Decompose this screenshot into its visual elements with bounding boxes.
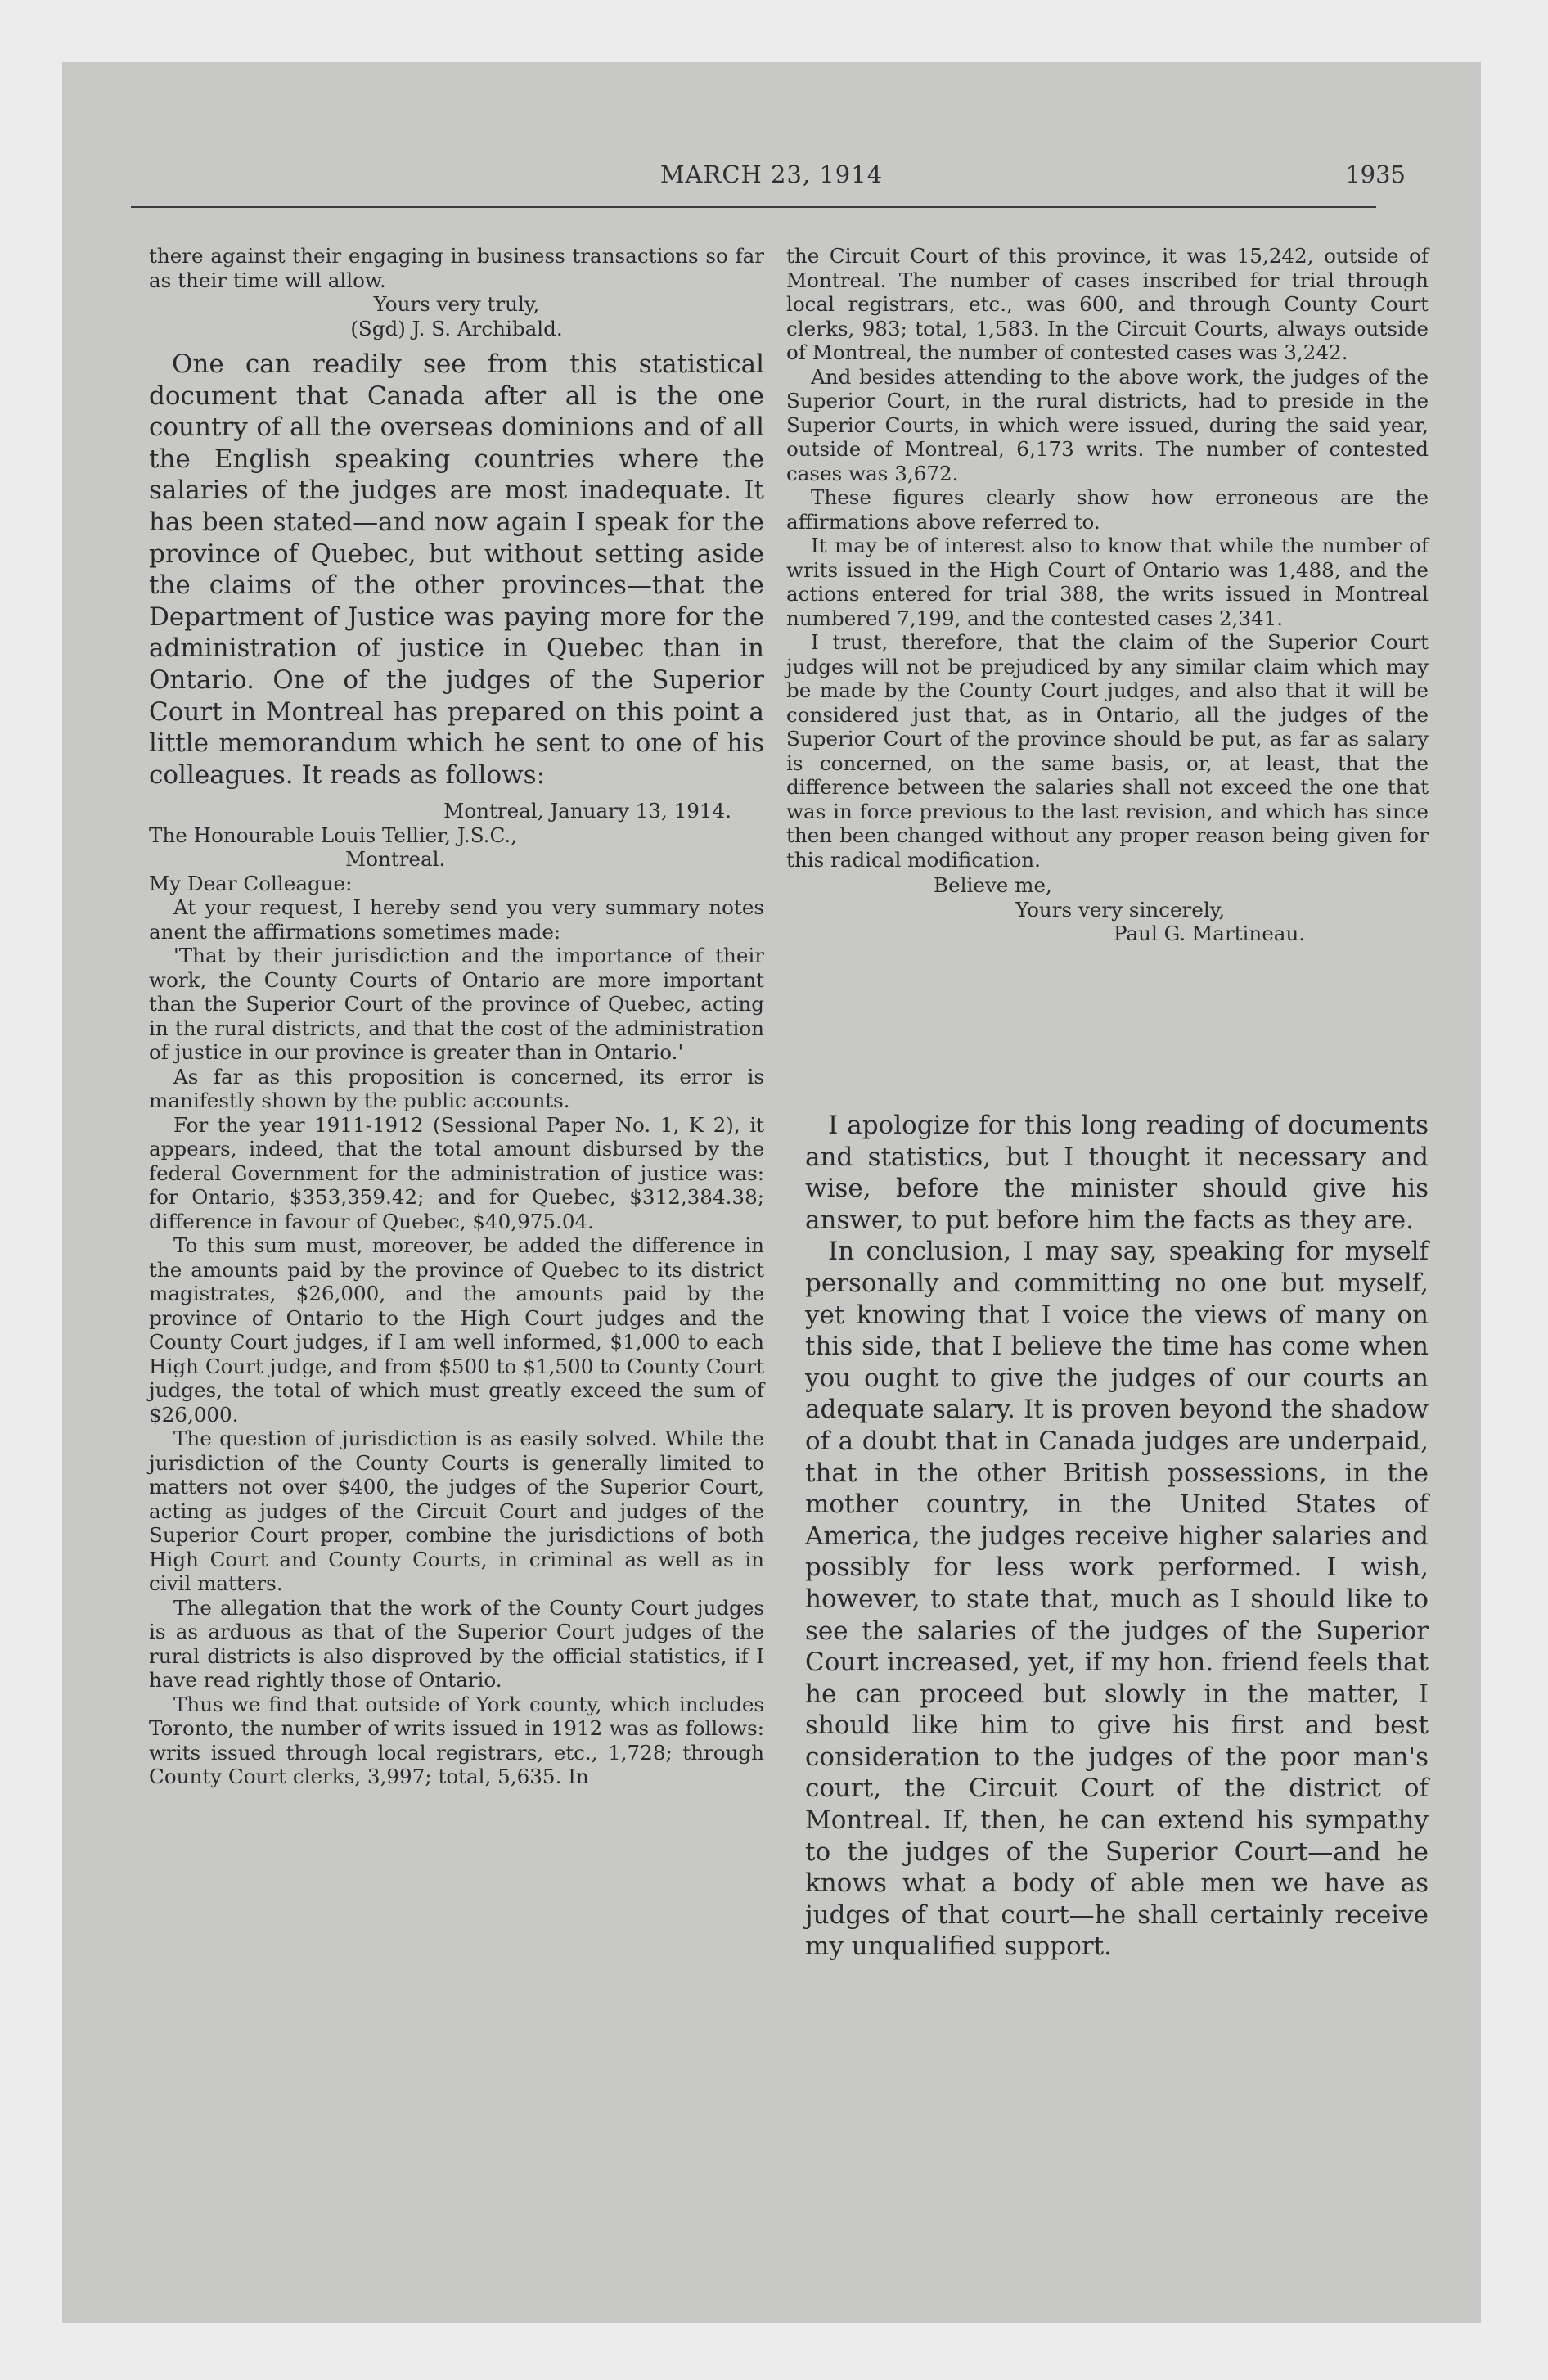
letter-closing: Yours very truly, (373, 292, 540, 316)
left-paragraph: 'That by their jurisdiction and the importance of their work, the County Courts of Ontario are more important than the Superior Court of the province of Quebec, acting in the rural districts, and that the cost of the administration of justice in our province is greater than in Ontario.' (149, 944, 764, 1065)
right-paragraph: the Circuit Court of this province, it was 15,242, outside of Montreal. The number of cases inscribed for trial through local registrars, etc., was 600, and through County Court clerks, 983; total, 1,583. In the Circuit Courts, always outside of Montreal, the number of contested cases was 3,242. (786, 244, 1429, 364)
left-paragraph: The question of jurisdiction is as easily solved. While the jurisdiction of the County Courts is generally limited to matters not over $400, the judges of the Superior Court, acting as judges of the Circuit Court and judges of the Superior Court proper, combine the jurisdictions of both High Court and County Courts, in criminal as well as in civil matters. (149, 1427, 764, 1596)
letter-signature: (Sgd) J. S. Archibald. (350, 316, 563, 340)
page (62, 62, 1481, 2323)
speech-paragraph: In conclusion, I may say, speaking for myself personally and committing no one but myself, yet knowing that I voice the views of many on this side, that I believe the time has come when you ought to give the judges of our courts an adequate salary. It is proven beyond the shadow of a doubt that in Canada judges are underpaid, that in the other British possessions, in the mother country, in the United States of America, the judges receive higher salaries and possibly for less work performed. I wish, however, to state that, much as I should like to see the salaries of the judges of the Superior Court increased, yet, if my hon. friend feels that he can proceed but slowly in the matter, I should like him to give his first and best consideration to the judges of the poor man's court, the Circuit Court of the district of Montreal. If, then, he can extend his sympathy to the judges of the Superior Court—and he knows what a body of able men we have as judges of that court—he shall certainly receive my unqualified support. (805, 1237, 1429, 1962)
page-number: 1935 (1345, 160, 1406, 188)
header-date: MARCH 23, 1914 (659, 160, 884, 188)
right-paragraph: It may be of interest also to know that while the number of writs issued in the High Court of Ontario was 1,488, and the actions entered for trial 388, the writs issued in Montreal numbered 7,199, and the contested cases 2,341. (786, 534, 1429, 630)
letter-salutation: My Dear Colleague: (149, 871, 353, 895)
right-column (786, 244, 1429, 946)
left-paragraph: As far as this proposition is concerned, its error is manifestly shown by the public accounts. (149, 1064, 764, 1113)
left-paragraph: The allegation that the work of the County Court judges is as arduous as that of the Superior Court judges of the rural districts is also disproved by the official statistics, if I have read rightly those of Ontario. (149, 1595, 764, 1693)
left-paragraph: Thus we find that outside of York county, which includes Toronto, the number of writs issued in 1912 was as follows: writs issued through local registrars, etc., 1,728; through County Court clerks, 3,997; total, 5,635. In (149, 1692, 764, 1789)
closing-believe: Believe me, (934, 873, 1052, 897)
left-paragraph: For the year 1911-1912 (Sessional Paper No. 1, K 2), it appears, indeed, that the total amount disbursed by the federal Government for the administration of justice was: for Ontario, $353,359.42; and for Quebec, $312,384.38; difference in favour of Quebec, $40,975.04. (149, 1112, 764, 1233)
closing-signature: Paul G. Martineau. (1114, 922, 1306, 945)
header-rule (131, 206, 1376, 208)
right-paragraph: I trust, therefore, that the claim of the Superior Court judges will not be prejudiced by any similar claim which may be made by the County Court judges, and also that it will be considered just that, as in Ontario, all the judges of the Superior Court of the province should be put, as far as salary is concerned, on the same basis, or, at least, that the difference between the salaries shall not exceed the one that was in force previous to the last revision, and which has since then been changed without any proper reason being given for this radical modification. (786, 630, 1429, 872)
speech-paragraph: I apologize for this long reading of documents and statistics, but I thought it necessary and wise, before the minister should give his answer, to put before him the facts as they are. (805, 1111, 1429, 1235)
right-speech (805, 1110, 1429, 1963)
left-paragraph: At your request, I hereby send you very summary notes anent the affirmations sometimes made: (149, 895, 764, 944)
left-paragraph: there against their engaging in business transactions so far as their time will allow. (149, 244, 764, 292)
letter-date: Montreal, January 13, 1914. (443, 799, 731, 823)
right-paragraph: These figures clearly show how erroneous are the affirmations above referred to. (786, 485, 1429, 534)
page-header (62, 160, 1481, 201)
left-column (149, 244, 764, 1789)
left-paragraph: To this sum must, moreover, be added the difference in the amounts paid by the province of Quebec to its district magistrates, $26,000, and the amounts paid by the province of Ontario to the High Court judges and the County Court judges, if I am well informed, $1,000 to each High Court judge, and from $500 to $1,500 to County Court judges, the total of which must greatly exceed the sum of $26,000. (149, 1233, 764, 1427)
closing-yours: Yours very sincerely, (1015, 897, 1226, 922)
right-paragraph: And besides attending to the above work, the judges of the Superior Court, in the rural districts, had to preside in the Superior Courts, in which were issued, during the said year, outside of Montreal, 6,173 writs. The number of contested cases was 3,672. (786, 364, 1429, 485)
speech-paragraph: One can readily see from this statistical document that Canada after all is the one country of all the overseas dominions and of all the English speaking countries where the salaries of the judges are most inadequate. It has been stated—and now again I speak for the province of Quebec, but without setting aside the claims of the other provinces—that the Department of Justice was paying more for the administration of justice in Quebec than in Ontario. One of the judges of the Superior Court in Montreal has prepared on this point a little memorandum which he sent to one of his colleagues. It reads as follows: (149, 349, 764, 790)
letter-addressee: The Honourable Louis Tellier, J.S.C., (149, 823, 518, 847)
letter-addressee-city: Montreal. (345, 847, 446, 872)
